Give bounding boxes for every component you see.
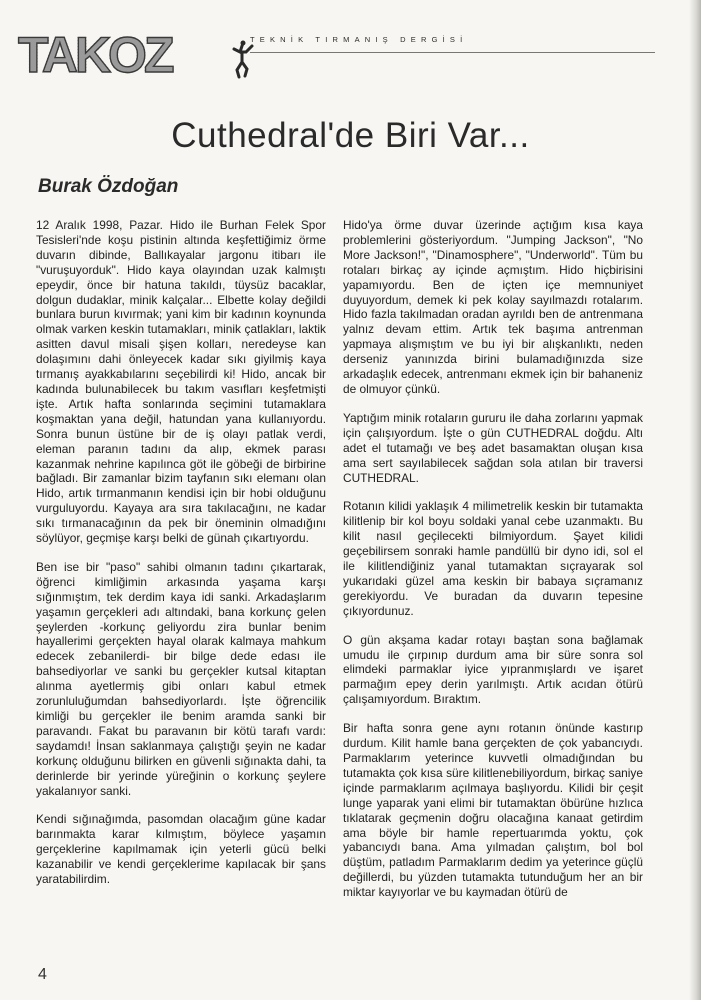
masthead bbox=[18, 22, 658, 92]
page-number: 4 bbox=[38, 966, 47, 983]
article-author: Burak Özdoğan bbox=[38, 176, 179, 197]
paragraph: 12 Aralık 1998, Pazar. Hido ile Burhan Felek Spor Tesisleri'nde koşu pistinin altında keşfettiğimiz örme duvarın dibinde, Ballıkayalar jargonu itibarı ile "vuruşuyorduk". Hido kaya olayından uzak kalmıştı epeydir, önce bir hatuna takıldı, tüysüz bacaklar, dolgun dudaklar, minik kalçalar... Elbette kolay değildi bunlara burun kıvırmak; yani kim bir kadının koynunda olmak varken keskin tutamakları, minik çatlakları, laktik asitten davul misali şişen kolları, neredeyse kan dolaşımını dahi önleyecek kadar sıkı giyilmiş kaya tırmanış ayakkabılarını seçebilirdi ki! Hido, ancak bir kadında bulunabilecek bu takım vasıfları keşfetmişti işte. Artık hafta sonlarında seçimini tutamaklara koşmaktan yana değil, hatundan yana kullanıyordu. Sonra bunun üstüne bir de iş olayı patlak verdi, eleman paranın tadını da alıp, ekmek parası kazanmak nehrine kapılınca göt ile göbeği de birbirine bağladı. Bir zamanlar bizim tayfanın sıkı elemanı olan Hido, artık tırmanmanın kendisi için bir hobi olduğunu vurguluyordu. Kayaya ara sıra takılacağını, ne kadar sıkı tırmanacağının da pek bir öneminin olmadığını söylüyor, geçmişe karşı belki de günah çıkartıyordu. bbox=[36, 218, 326, 546]
magazine-tagline: TEKNİK TIRMANIŞ DERGİSİ bbox=[250, 35, 468, 44]
left-column bbox=[36, 218, 326, 901]
paragraph: Kendi sığınağımda, pasomdan olacağım güne kadar barınmakta karar kılmıştım, böylece yaşamın gerçeklerine kapılmamak için yeterli gücü belki kazanabilir ve kendi gerçeklerime kapılacak bir şans yaratabilirdim. bbox=[36, 812, 326, 887]
article-title: Cuthedral'de Biri Var... bbox=[171, 116, 530, 155]
paragraph: Rotanın kilidi yaklaşık 4 milimetrelik keskin bir tutamakta kilitlenip bir kol boyu soldaki yanal cebe uzanmaktı. Bu kilit nasıl geçilecekti bilmiyordum. Şayet kilidi geçebilirsem sonraki hamle pandüllü bir dyno idi, sol el ile kilitlendiğiniz yanal tutamaktan sıçrayarak sol yukarıdaki güzel ama keskin bir babaya sıçramanız gerekiyordu. Ve buradan da duvarın tepesine çıkıyordunuz. bbox=[343, 499, 643, 618]
paragraph: Ben ise bir "paso" sahibi olmanın tadını çıkartarak, öğrenci kimliğimin arkasında yaşama karşı sığınmıştım, tek derdim kaya idi sanki. Arkadaşlarım yaşamın gerçekleri adı altındaki, bana korkunç gelen şeylerden -korkunç geliyordu zira bunlar benim hayallerimi gerçekten hayal olarak kalmaya mahkum edecek zebanilerdi- bir bilge dede edası ile bahsediyorlar ve sanki bu gerçekler kutsal kitaptan alınma ayetlermiş gibi onları kabul etmek zorunluluğumdan bahsediyorlardı. İşte öğrencilik kimliği bu gerçekler ile benim aramda sanki bir paravandı. Fakat bu paravanın bir kötü tarafı vardı: saydamdı! İnsan saklanmaya çalıştığı şeyin ne kadar korkunç olduğunu bilirken en güvenli sığınakta dahi, ta derinlerde bir yerinde yüreğinin o korkunç şeylere yakalanıyor sanki. bbox=[36, 559, 326, 798]
paragraph: O gün akşama kadar rotayı baştan sona bağlamak umudu ile çırpınıp durdum ama bir süre sonra sol elimdeki parmaklar iyice yıpranmışlardı ve işaret parmağım epey derin yarılmıştı. Artık acıdan ötürü çalışamıyordum. Bıraktım. bbox=[343, 632, 643, 707]
paragraph: Yaptığım minik rotaların gururu ile daha zorlarını yapmak için çalışıyordum. İşte o gün CUTHEDRAL doğdu. Altı adet el tutamağı ve beş adet basamaktan oluşan kısa ama sert sayılabilecek sağdan sola atılan bir traversi CUTHEDRAL. bbox=[343, 410, 643, 485]
paragraph: Bir hafta sonra gene aynı rotanın önünde kastırıp durdum. Kilit hamle bana gerçekten de çok yabancıydı. Parmaklarım yeterince kuvvetli olmadığından bu tutamakta çok kısa süre kilitlenebiliyordum, birkaç saniye içinde parmaklarım açılmaya başlıyordu. Kilidi bir çeşit lunge yaparak yani elimi bir tutamaktan öbürüne hızlıca tıklatarak geçmenin doğru olacağına kanaat getirdim ama böyle bir hamle repertuarımda yoktu, çok yabancıydı bana. Ama yılmadan çalıştım, bol bol düştüm, patladım Parmaklarım dedim ya yeterince güçlü değillerdi, bu yüzden tutamakta tutunduğum her an bir miktar kayıyorlar ve bu kaymadan ötürü de bbox=[343, 721, 643, 900]
magazine-logo: TAKOZ bbox=[18, 27, 172, 83]
climber-icon bbox=[230, 40, 256, 80]
header-rule bbox=[250, 52, 655, 53]
right-column bbox=[343, 218, 643, 914]
paragraph: Hido'ya örme duvar üzerinde açtığım kısa kaya problemlerini gösteriyordum. "Jumping Jackson", "No More Jackson!", "Dinamosphere", "Underworld". Tüm bu rotaları birkaç ay içinde açmıştım. Hido hiçbirisini yapamıyordu. Ben de içten içe memnuniyet duyuyordum, demek ki pek kolay sayılmazdı rotalarım. Hido fazla takılmadan oradan ayrıldı ben de antrenmana yalnız devam ettim. Artık tek başıma antrenman yapmaya alışmıştım ve bu iyi bir alışkanlıktı, neden derseniz yanınızda birini bulamadığınızda size arkadaşlık edecek, antrenmanı ekmek için bir bahaneniz de olmuyor çünkü. bbox=[343, 218, 643, 396]
